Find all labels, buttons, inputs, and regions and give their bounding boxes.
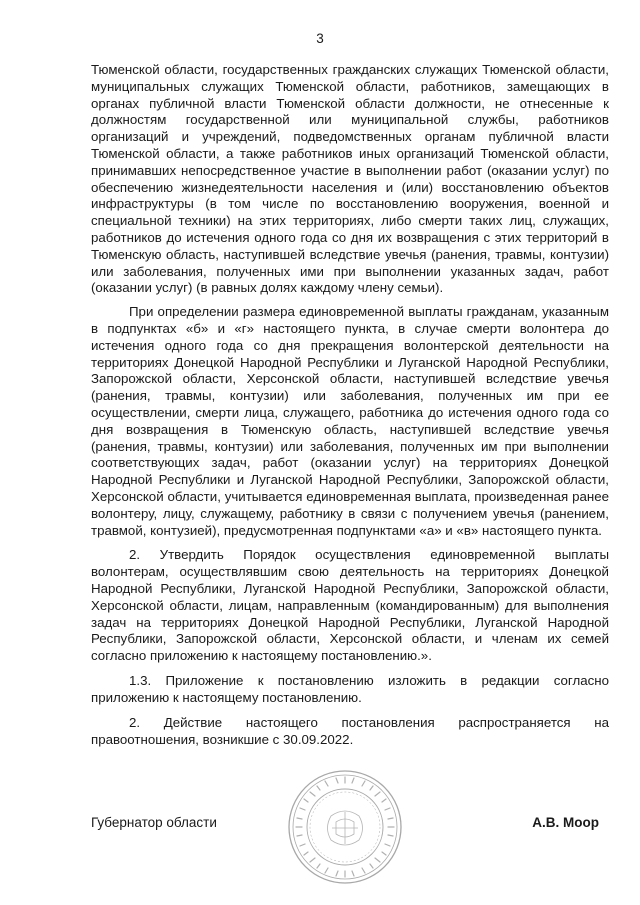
page-number: 3 xyxy=(316,31,324,46)
paragraph-effective-date: 2. Действие настоящего постановления распространяется на правоотношения, возникшие с 30.09.2022. xyxy=(91,715,609,748)
signatory-position: Губернатор области xyxy=(91,815,217,830)
signatory-name: А.В. Моор xyxy=(532,815,599,830)
paragraph-continuation: Тюменской области, государственных гражданских служащих Тюменской области, муниципальных служащих Тюменской области, работников, замещающих в органах публичной власти Тюменской области должности, не отнесенные к должностям государственной или муниципальной службы, работников организаций и учреждений, подведомственных органам публичной власти Тюменской области, а также работников иных организаций Тюменской области, принимавших непосредственное участие в выполнении работ (оказании услуг) по обеспечению жизнедеятельности населения и (или) восстановлению объектов инфраструктуры (в том числе по восстановлению вооружения, военной и специальной техники) на этих территориях, либо смерти таких лиц, служащих, работников до истечения одного года со дня их возвращения с этих территорий в Тюменскую область, наступившей вследствие увечья (ранения, травмы, контузии) или заболевания, полученных ими при выполнении указанных задач, работ (оказании услуг) (в равных долях каждому члену семьи). xyxy=(91,62,609,296)
paragraph-approve-procedure: 2. Утвердить Порядок осуществления единовременной выплаты волонтерам, осуществлявшим свою деятельность на территориях Донецкой Народной Республики, Луганской Народной Республики, Запорожской области, Херсонской области, лицам, направленным (командированным) для выполнения задач на территориях Донецкой Народной Республики, Луганской Народной Республики, Запорожской области, Херсонской области, и членам их семей согласно приложению к настоящему постановлению.». xyxy=(91,547,609,664)
paragraph-payment-calculation: При определении размера единовременной выплаты гражданам, указанным в подпунктах «б» и «г» настоящего пункта, в случае смерти волонтера до истечения одного года со дня прекращения волонтерской деятельности на территориях Донецкой Народной Республики и Луганской Народной Республики, Запорожской области, Херсонской области, наступившей вследствие увечья (ранения, травмы, контузии) или заболевания, полученных им при ее осуществлении, смерти лица, служащего, работника до истечения одного года со дня возвращения в Тюменскую область, наступившей вследствие увечья (ранения, травмы, контузии) или заболевания, полученных им при выполнении соответствующих задач, работ (оказании услуг) на территориях Донецкой Народной Республики и Луганской Народной Республики, Запорожской области, Херсонской области, учитывается единовременная выплата, произведенная ранее волонтеру, лицу, служащему, работнику в связи с получением увечья (ранением, травмой, контузией), предусмотренная подпунктами «а» и «в» настоящего пункта. xyxy=(91,304,609,538)
signature-block xyxy=(91,814,609,832)
document-body xyxy=(91,62,609,749)
paragraph-appendix: 1.3. Приложение к постановлению изложить в редакции согласно приложению к настоящему постановлению. xyxy=(91,672,609,705)
